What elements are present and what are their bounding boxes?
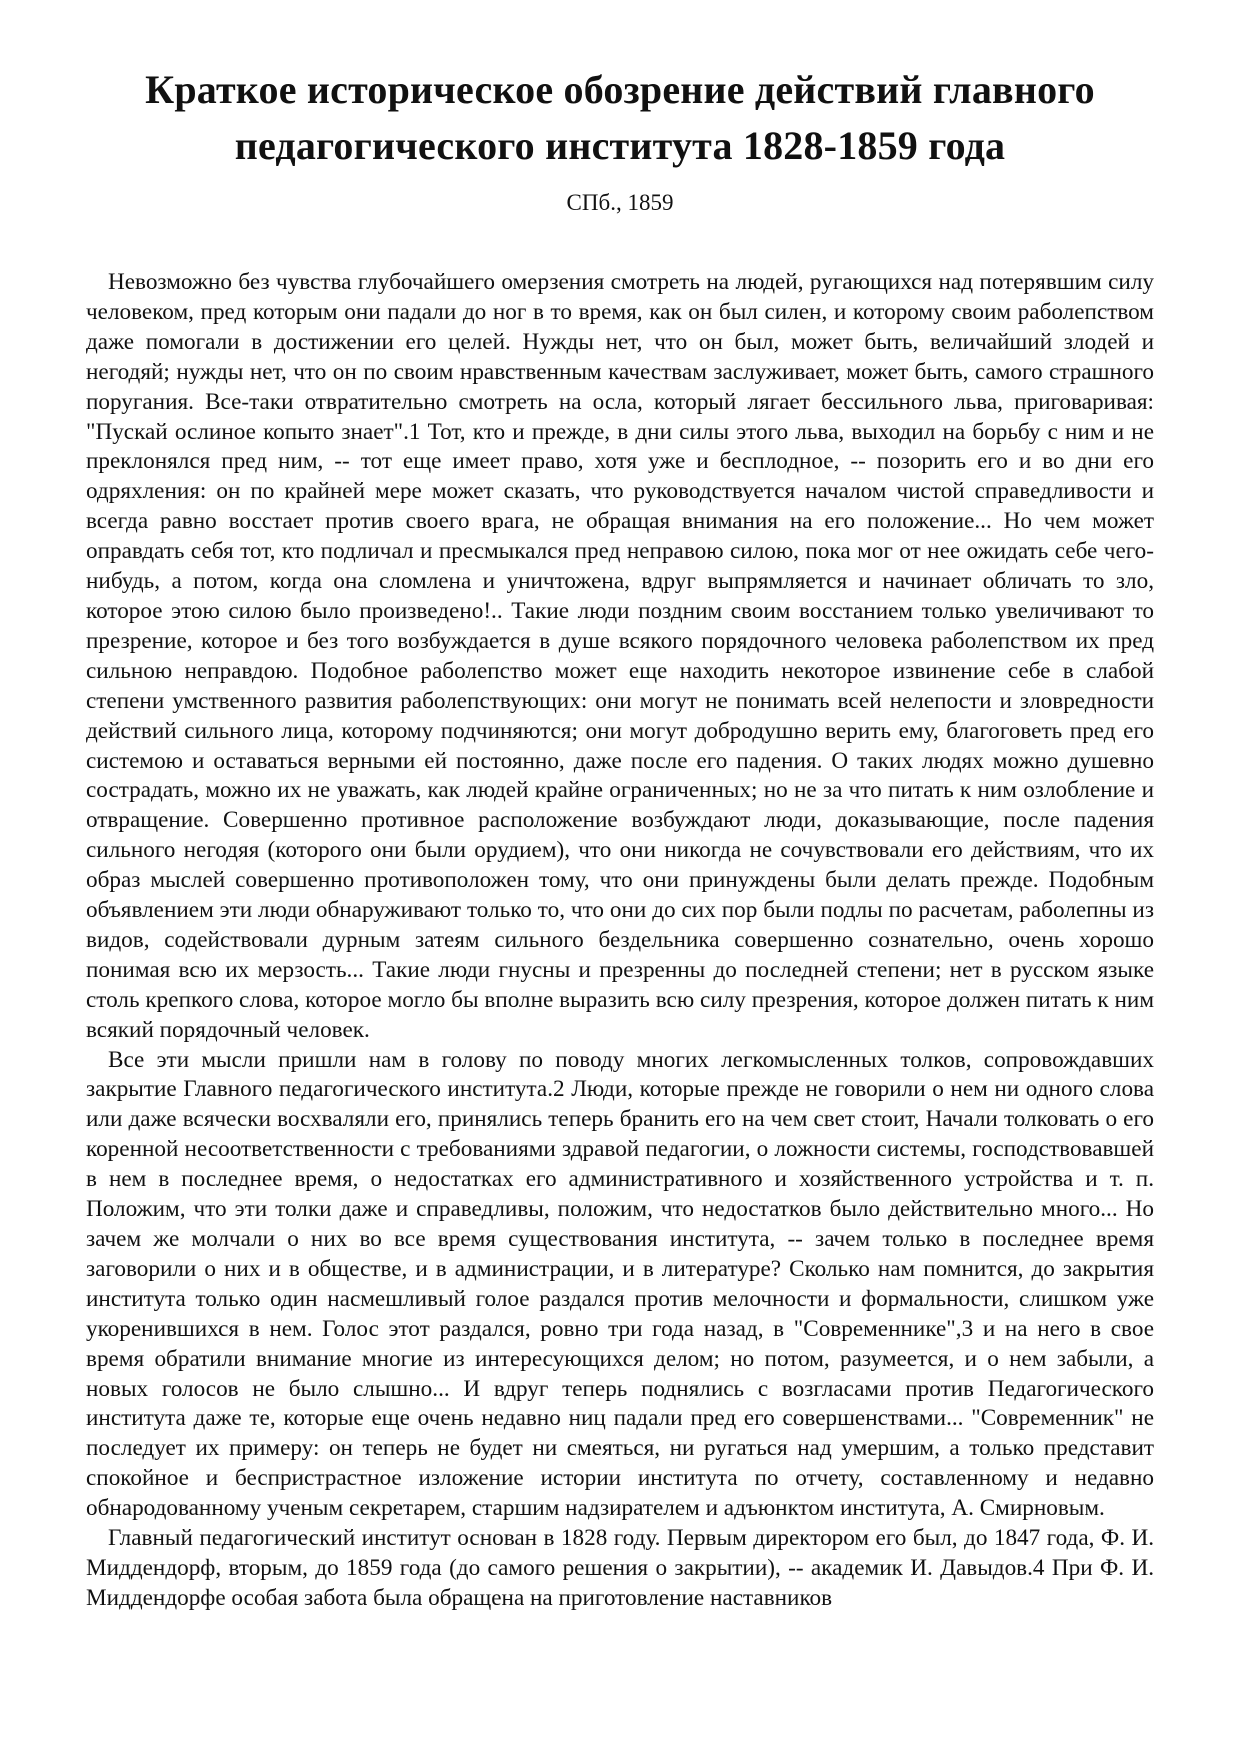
paragraph: Невозможно без чувства глубочайшего омерзения смотреть на людей, ругающихся над потерявшим силу человеком, пред которым они падали до ног в то время, как он был силен, и которому своим раболепством даже помогали в достижении его целей. Нужды нет, что он был, может быть, величайший злодей и негодяй; нужды нет, что он по своим нравственным качествам заслуживает, может быть, самого страшного поругания. Все-таки отвратительно смотреть на осла, который лягает бессильного льва, приговаривая: "Пускай ослиное копыто знает".1 Тот, кто и прежде, в дни силы этого льва, выходил на борьбу с ним и не преклонялся пред ним, -- тот еще имеет право, хотя уже и бесплодное, -- позорить его и во дни его одряхления: он по крайней мере может сказать, что руководствуется началом чистой справедливости и всегда равно восстает против своего врага, не обращая внимания на его положение... Но чем может оправдать себя тот, кто подличал и пресмыкался пред неправою силою, пока мог от нее ожидать себе чего-нибудь, а потом, когда она сломлена и уничтожена, вдруг выпрямляется и начинает обличать то зло, которое этою силою было произведено!.. Такие люди поздним своим восстанием только увеличивают то презрение, которое и без того возбуждается в душе всякого порядочного человека раболепством их пред сильною неправдою. Подобное раболепство может еще находить некоторое извинение себе в слабой степени умственного развития раболепствующих: они могут не понимать всей нелепости и зловредности действий сильного лица, которому подчиняются; они могут добродушно верить ему, благоговеть пред его системою и оставаться верными ей постоянно, даже после его падения. О таких людях можно душевно сострадать, можно их не уважать, как людей крайне ограниченных; но не за что питать к ним озлобление и отвращение. Совершенно противное расположение возбуждают люди, доказывающие, после падения сильного негодяя (которого они были орудием), что они никогда не сочувствовали его действиям, что их образ мыслей совершенно противоположен тому, что они принуждены были делать прежде. Подобным объявлением эти люди обнаруживают только то, что они до сих пор были подлы по расчетам, раболепны из видов, содействовали дурным затеям сильного бездельника совершенно сознательно, очень хорошо понимая всю их мерзость... Такие люди гнусны и презренны до последней степени; нет в русском языке столь крепкого слова, которое могло бы вполне выразить всю силу презрения, которое должен питать к ним всякий порядочный человек. <box>86 269 1154 1043</box>
paragraph: Главный педагогический институт основан в 1828 году. Первым директором его был, до 1847 года, Ф. И. Миддендорф, вторым, до 1859 года (до самого решения о закрытии), -- академик И. Давыдов.4 При Ф. И. Миддендорфе особая забота была обращена на приготовление наставников <box>86 1525 1154 1611</box>
publication-imprint: СПб., 1859 <box>566 190 674 215</box>
document-body <box>86 268 1154 1614</box>
paragraph: Все эти мысли пришли нам в голову по поводу многих легкомысленных толков, сопровождавших закрытие Главного педагогического института.2 Люди, которые прежде не говорили о нем ни одного слова или даже всячески восхваляли его, принялись теперь бранить его на чем свет стоит, Начали толковать о его коренной несоответственности с требованиями здравой педагогии, о ложности системы, господствовавшей в нем в последнее время, о недостатках его административного и хозяйственного устройства и т. п. Положим, что эти толки даже и справедливы, положим, что недостатков было действительно много... Но зачем же молчали о них во все время существования института, -- зачем только в последнее время заговорили о них и в обществе, и в администрации, и в литературе? Сколько нам помнится, до закрытия института только один насмешливый голое раздался против мелочности и формальности, слишком уже укоренившихся в нем. Голос этот раздался, ровно три года назад, в "Современнике",3 и на него в свое время обратили внимание многие из интересующихся делом; но потом, разумеется, и о нем забыли, а новых голосов не было слышно... И вдруг теперь поднялись с возгласами против Педагогического института даже те, которые еще очень недавно ниц падали пред его совершенствами... "Современник" не последует их примеру: он теперь не будет ни смеяться, ни ругаться над умершим, а только представит спокойное и беспристрастное изложение истории института по отчету, составленному и недавно обнародованному ученым секретарем, старшим надзирателем и адъюнктом института, А. Смирновым. <box>86 1046 1154 1522</box>
document-title: Краткое историческое обозрение действий главного педагогического института 1828-1859 года <box>145 67 1095 168</box>
